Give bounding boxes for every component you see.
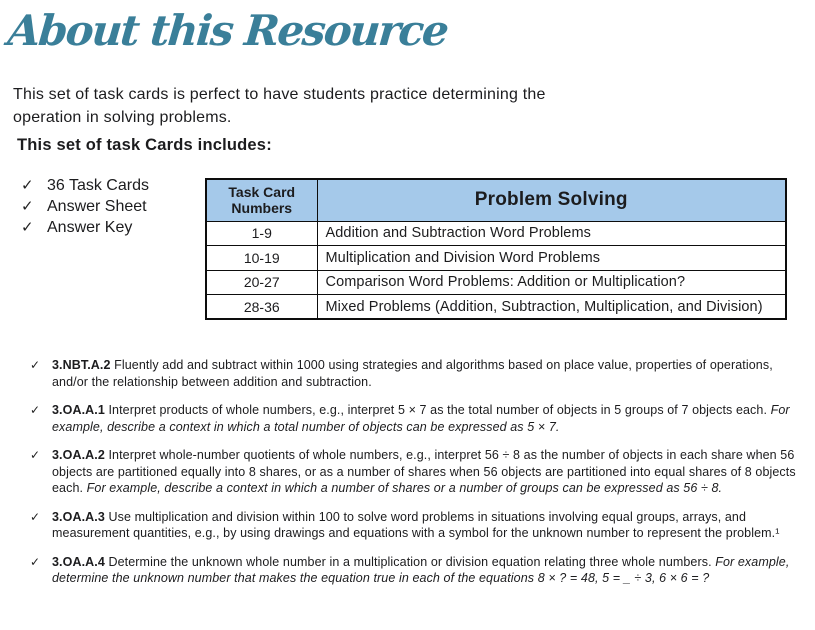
- check-icon: ✓: [30, 448, 41, 462]
- check-icon: ✓: [30, 403, 41, 417]
- standard-example: For example, determine the unknown number that makes the equation true in each of the equations 8 × ? = 48, 5 = _ ÷ 3, 6 × 6 = ?: [52, 554, 790, 585]
- cell-numbers: 10-19: [206, 246, 317, 271]
- cell-topic: Comparison Word Problems: Addition or Multiplication?: [317, 270, 786, 295]
- standard-text: [52, 357, 802, 390]
- standard-body: Interpret whole-number quotients of whole numbers, e.g., interpret 56 ÷ 8 as the number of objects in each share when 56 objects are partitioned equally into 8 shares, or as a number of shares when 56 objects are partitioned into equal shares of 8 objects each.: [52, 448, 796, 495]
- standard-text: [52, 447, 802, 497]
- checklist-item-label: Answer Key: [47, 219, 133, 236]
- cell-numbers: 1-9: [206, 221, 317, 246]
- standard-body: Use multiplication and division within 100 to solve word problems in situations involving equal groups, arrays, and measurement quantities, e.g., by using drawings and equations with a symbol for the unknown number to represent the problem.¹: [52, 509, 780, 540]
- cell-topic: Mixed Problems (Addition, Subtraction, Multiplication, and Division): [317, 295, 786, 320]
- standard-text: [52, 509, 802, 542]
- check-icon: ✓: [21, 219, 34, 236]
- check-icon: ✓: [30, 554, 41, 569]
- standard-body: Interpret products of whole numbers, e.g., interpret 5 × 7 as the total number of objects in 5 groups of 7 objects each.: [108, 403, 768, 417]
- checklist-item-label: Answer Sheet: [47, 198, 147, 215]
- standard-item: [30, 402, 802, 435]
- standard-item: [30, 554, 802, 587]
- includes-checklist: [21, 175, 149, 238]
- standard-example: For example, describe a context in which a total number of objects can be expressed as 5 × 7.: [52, 403, 790, 434]
- check-icon: ✓: [30, 358, 41, 372]
- check-icon: ✓: [21, 177, 34, 194]
- standard-text: [52, 402, 802, 435]
- table-header-row: [206, 179, 786, 221]
- checklist-item-label: 36 Task Cards: [47, 177, 149, 194]
- standard-example: For example, describe a context in which a number of shares or a number of groups can be expressed as 56 ÷ 8.: [86, 481, 723, 495]
- standard-code: 3.OA.A.1: [52, 403, 105, 417]
- standard-code: 3.OA.A.2: [52, 448, 105, 462]
- table-row: [206, 221, 786, 246]
- checklist-item: [21, 196, 149, 217]
- table-row: [206, 295, 786, 320]
- check-icon: ✓: [21, 198, 34, 215]
- standard-text: [52, 554, 802, 587]
- standard-code: 3.OA.A.4: [52, 554, 105, 569]
- page-title: About this Resource: [5, 6, 450, 55]
- cell-numbers: 20-27: [206, 270, 317, 295]
- cell-topic: Multiplication and Division Word Problems: [317, 246, 786, 271]
- standard-item: [30, 447, 802, 497]
- standard-item: [30, 509, 802, 542]
- check-icon: ✓: [30, 509, 41, 524]
- standard-item: [30, 357, 802, 390]
- includes-heading: This set of task Cards includes:: [17, 136, 272, 154]
- table-row: [206, 246, 786, 271]
- standard-body: Determine the unknown whole number in a multiplication or division equation relating three whole numbers.: [108, 554, 712, 569]
- standard-code: 3.NBT.A.2: [52, 358, 111, 372]
- cell-numbers: 28-36: [206, 295, 317, 320]
- checklist-item: [21, 217, 149, 238]
- standard-body: Fluently add and subtract within 1000 using strategies and algorithms based on place value, properties of operations, and/or the relationship between addition and subtraction.: [52, 358, 773, 389]
- table-row: [206, 270, 786, 295]
- checklist-item: [21, 175, 149, 196]
- table-header-numbers: Task Card Numbers: [206, 179, 317, 221]
- task-card-table: [205, 178, 787, 320]
- table-header-problem-solving: Problem Solving: [317, 179, 786, 221]
- intro-paragraph: This set of task cards is perfect to have students practice determining the operation in solving problems.: [13, 86, 546, 126]
- standards-list: [30, 357, 802, 599]
- standard-code: 3.OA.A.3: [52, 509, 105, 524]
- cell-topic: Addition and Subtraction Word Problems: [317, 221, 786, 246]
